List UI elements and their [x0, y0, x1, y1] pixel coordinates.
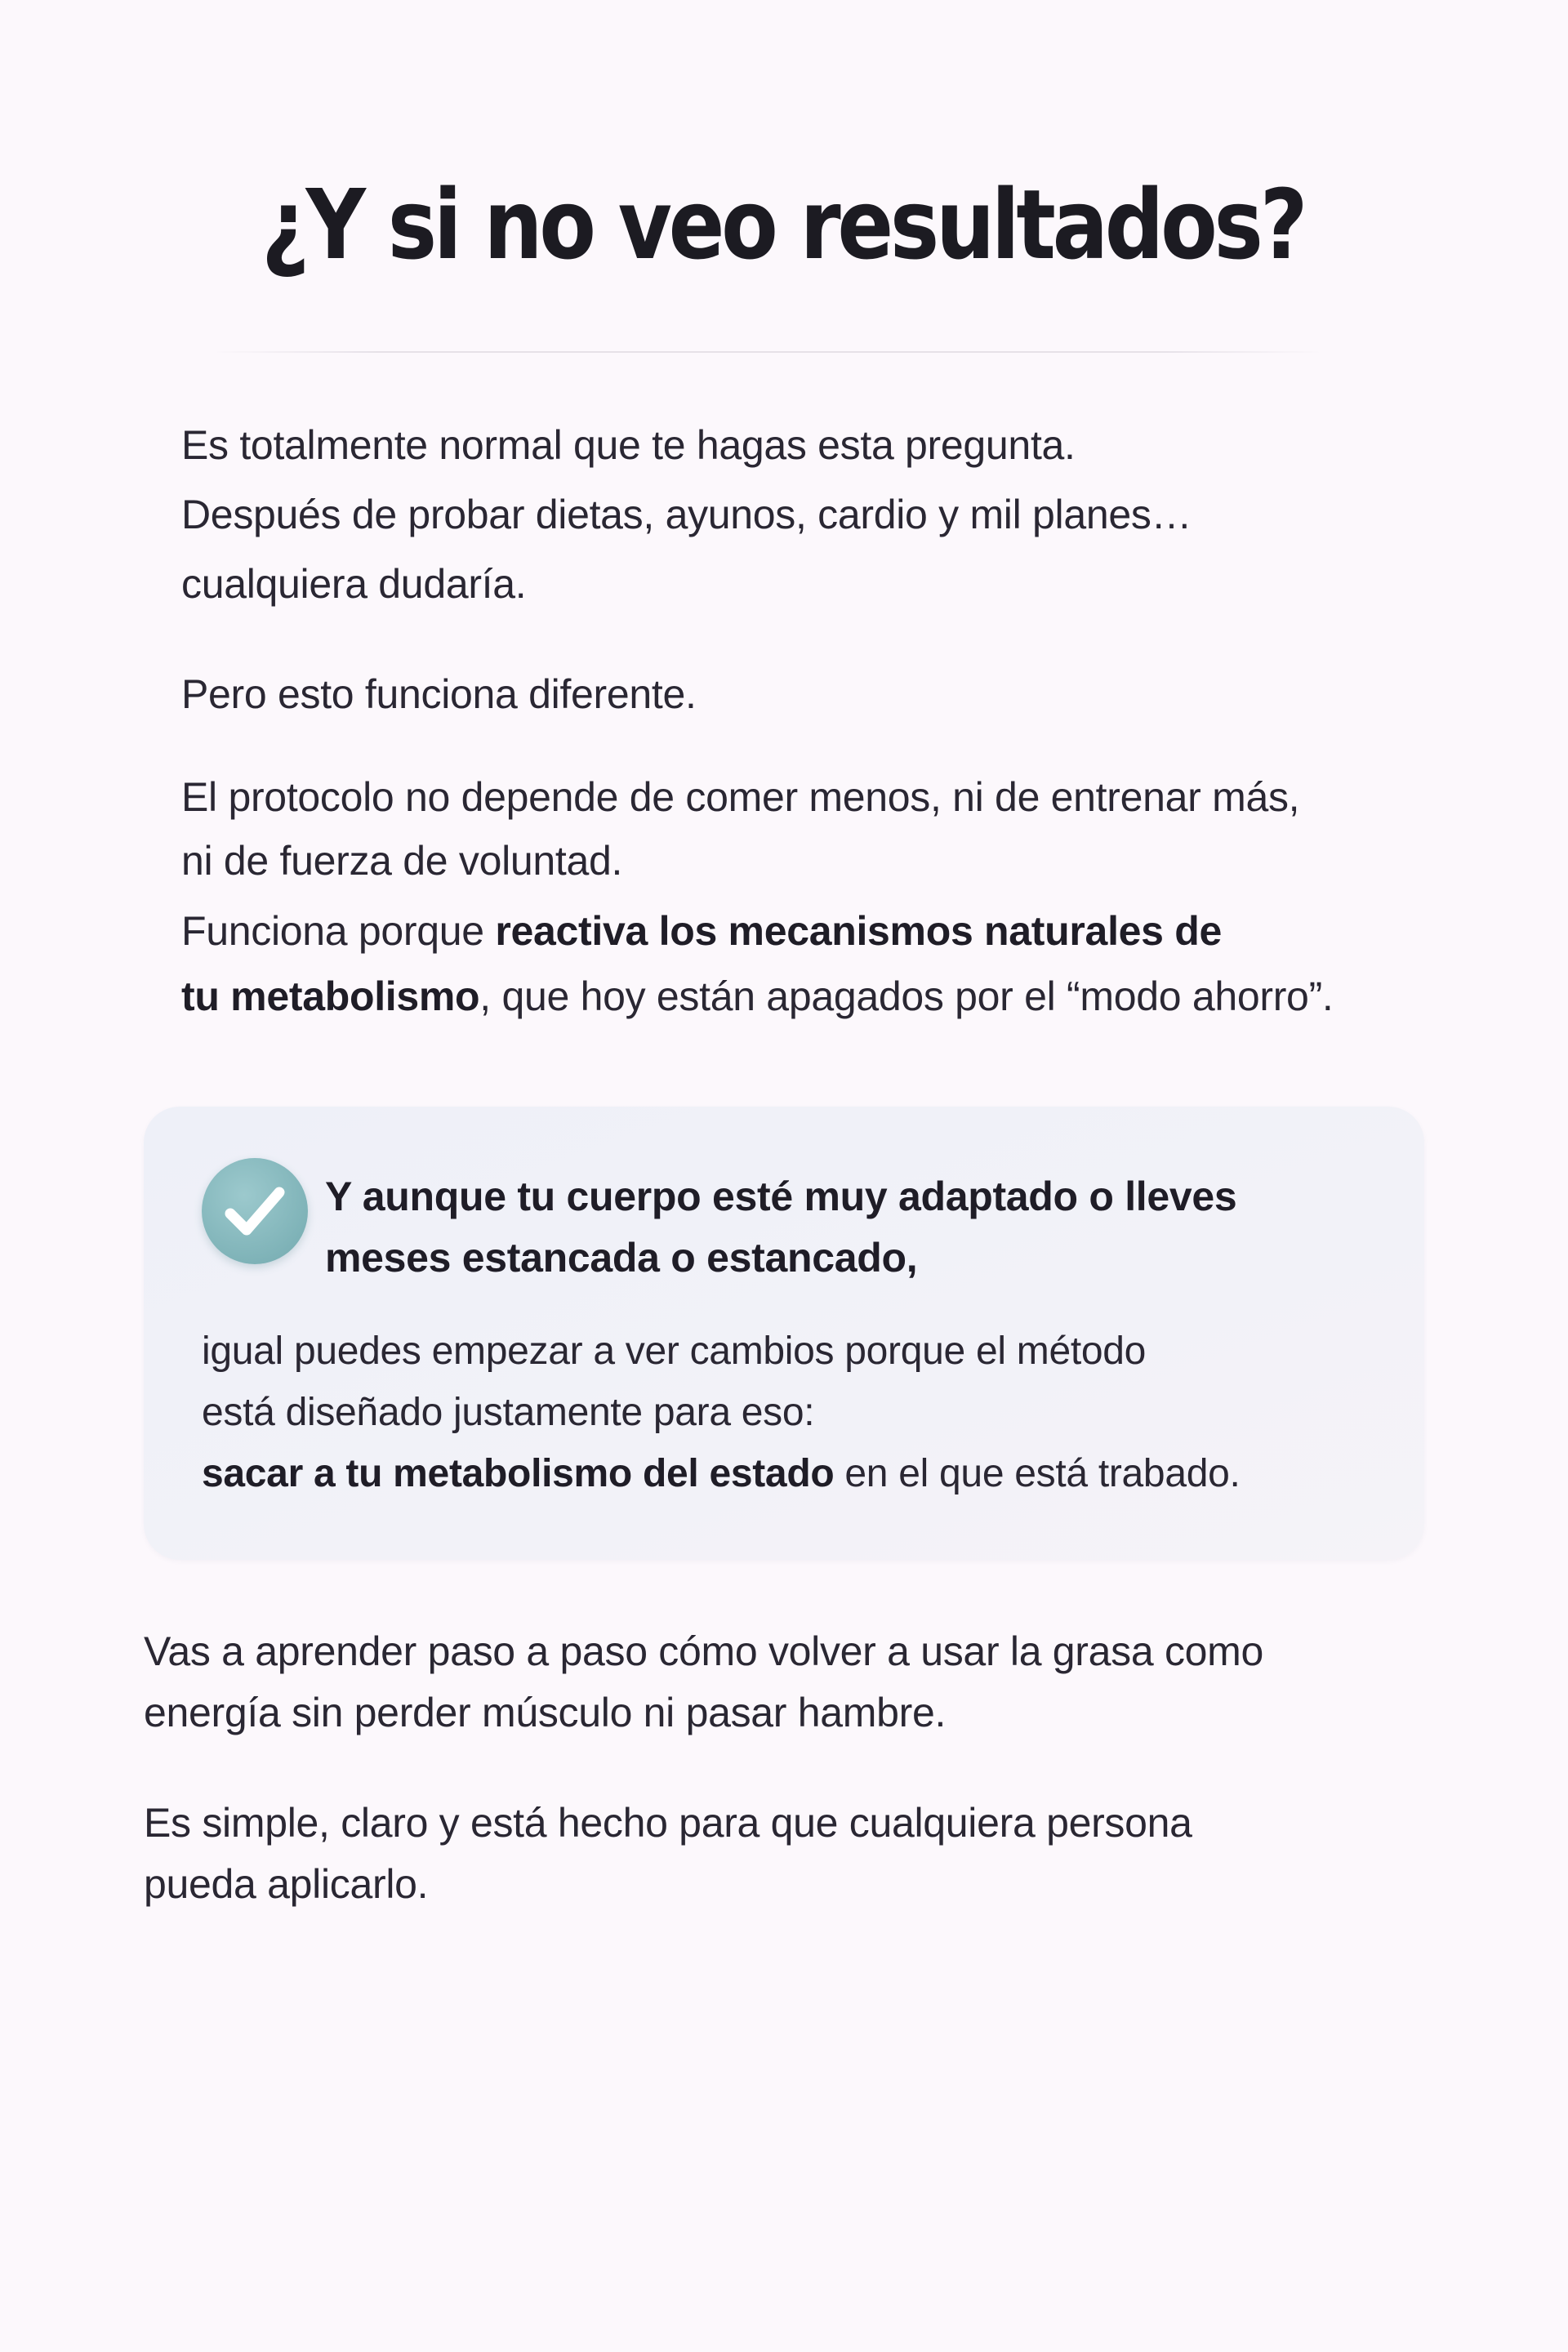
- intro-line-2: Después de probar dietas, ayunos, cardio y mil planes…: [181, 492, 1192, 537]
- mechanism-line-1: [181, 898, 1334, 964]
- callout-body-line-1: igual puedes empezar a ver cambios porque el método: [202, 1330, 1147, 1373]
- callout-body-suffix: en el que está trabado.: [834, 1452, 1241, 1495]
- callout-body-line-3: [202, 1443, 1241, 1504]
- statement-text: Pero esto funciona diferente.: [181, 671, 697, 717]
- learn-paragraph: [144, 1621, 1263, 1744]
- intro-line-3: cualquiera dudaría.: [181, 561, 527, 607]
- page-title: ¿Y si no veo resultados?: [261, 168, 1305, 281]
- mechanism-line-2: [181, 964, 1334, 1029]
- mechanism-paragraph: [181, 898, 1334, 1029]
- title-divider: [212, 351, 1323, 353]
- learn-line-2: energía sin perder músculo ni pasar hambre.: [144, 1690, 947, 1735]
- callout-body: [202, 1321, 1241, 1504]
- callout-heading-line-2: meses estancada o estancado,: [325, 1235, 918, 1281]
- mechanism-bold-2: tu metabolismo: [181, 973, 480, 1019]
- simple-line-2: pueda aplicarlo.: [144, 1861, 429, 1907]
- mechanism-suffix: , que hoy están apagados por el “modo ahorro”.: [479, 973, 1334, 1019]
- callout-heading-line-1: Y aunque tu cuerpo esté muy adaptado o lleves: [325, 1174, 1237, 1219]
- statement-paragraph: [181, 660, 697, 729]
- protocol-line-1: El protocolo no depende de comer menos, ni de entrenar más,: [181, 774, 1300, 820]
- callout-heading: [325, 1166, 1236, 1289]
- protocol-paragraph: [181, 765, 1299, 893]
- check-icon: [202, 1158, 308, 1264]
- simple-paragraph: [144, 1793, 1192, 1915]
- simple-line-1: Es simple, claro y está hecho para que cualquiera persona: [144, 1800, 1192, 1846]
- learn-line-1: Vas a aprender paso a paso cómo volver a usar la grasa como: [144, 1628, 1264, 1674]
- protocol-line-2: ni de fuerza de voluntad.: [181, 838, 623, 884]
- intro-paragraph: [181, 411, 1192, 619]
- callout-body-line-2: está diseñado justamente para eso:: [202, 1391, 815, 1434]
- callout-body-bold: sacar a tu metabolismo del estado: [202, 1452, 835, 1495]
- intro-line-1: Es totalmente normal que te hagas esta pregunta.: [181, 422, 1076, 468]
- mechanism-prefix: Funciona porque: [181, 908, 496, 954]
- mechanism-bold-1: reactiva los mecanismos naturales de: [495, 908, 1223, 954]
